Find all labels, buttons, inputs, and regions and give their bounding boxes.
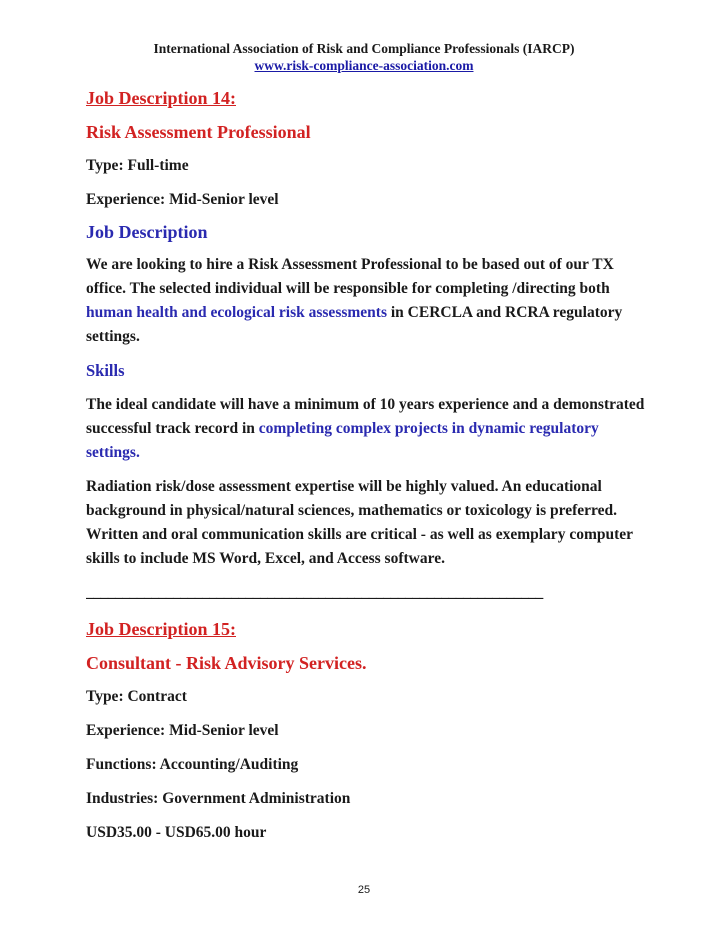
- job14-description: [86, 253, 646, 349]
- job14-experience: Experience: Mid-Senior level: [86, 191, 279, 208]
- job15-type: Type: Contract: [86, 688, 187, 705]
- job14-type: Type: Full-time: [86, 157, 189, 174]
- header-organization: International Association of Risk and Compliance Professionals (IARCP): [153, 41, 575, 56]
- job14-skills-highlight: completing complex projects in dynamic regulatory settings.: [86, 420, 599, 461]
- job14-skills-heading: Skills: [86, 361, 125, 380]
- job15-functions: Functions: Accounting/Auditing: [86, 756, 299, 773]
- job14-skills: [86, 393, 646, 465]
- job15-salary: USD35.00 - USD65.00 hour: [86, 824, 267, 841]
- job14-skills-paragraph2: Radiation risk/dose assessment expertise will be highly valued. An educational background in physical/natural sciences, mathematics or toxicology is preferred. Written and oral communication skills are critical - as well as exemplary computer skills to include MS Word, Excel, and Access software.: [86, 478, 633, 567]
- job14-description-heading: Job Description: [86, 222, 208, 242]
- job14-description-part2: in CERCLA and RCRA regulatory settings.: [86, 304, 623, 345]
- job14-heading: Job Description 14:: [86, 88, 236, 108]
- job14-description-part1: We are looking to hire a Risk Assessment Professional to be based out of our TX office. The selected individual will be responsible for completing /directing both: [86, 256, 614, 297]
- job14-skills-part1: The ideal candidate will have a minimum of 10 years experience and a demonstrated successful track record in: [86, 396, 645, 437]
- section-separator: _______________________________________________________________: [86, 584, 543, 601]
- header-website-link[interactable]: www.risk-compliance-association.com: [254, 58, 474, 73]
- job14-title: Risk Assessment Professional: [86, 122, 311, 142]
- job15-industries: Industries: Government Administration: [86, 790, 351, 807]
- job15-experience: Experience: Mid-Senior level: [86, 722, 279, 739]
- job14-description-highlight: human health and ecological risk assessments: [86, 304, 387, 321]
- job15-heading: Job Description 15:: [86, 619, 236, 639]
- page-number: 25: [357, 884, 371, 896]
- page-header: [0, 40, 728, 74]
- page-content: [86, 86, 646, 845]
- job15-title: Consultant - Risk Advisory Services.: [86, 653, 367, 673]
